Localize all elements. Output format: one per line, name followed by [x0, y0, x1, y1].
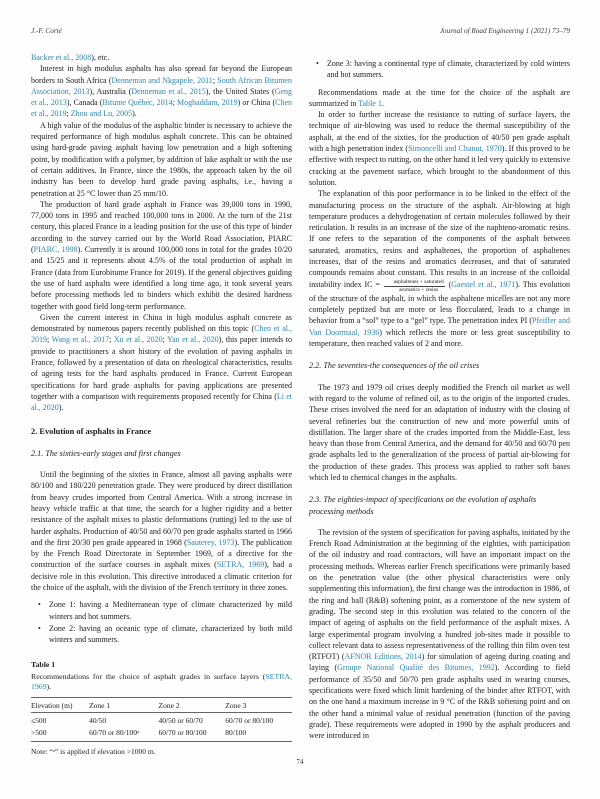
- text-run: ).: [46, 681, 52, 691]
- citation-link[interactable]: Pfeiffer and Van Doormaal, 1936: [309, 316, 570, 337]
- text-run: ). If this proved to be effective with respect to rutting, on the other hand it led very quickly to extensive cracking at the pavement surface, which brought to the abandonment of this solution.: [309, 144, 570, 187]
- text-run: Recommendations made at the time for the choice of the asphalt are summarized in: [309, 87, 570, 108]
- citation-link[interactable]: SETRA, 1969: [31, 671, 292, 691]
- citation-link[interactable]: Bitume Québec, 2014: [102, 98, 173, 108]
- text-run: Interest in high modulus asphalts has also spread far beyond the European borders to South Africa (: [31, 64, 292, 85]
- text-run: The revision of the system of specification for paving asphalts, initiated by the French Road Administration at the beginning of the eighties, with participation of the oil industry and road contractors, will have an important impact on the processing methods. Whereas earlier French specifications were primarily based on the penetration value (the other physical characteristics were only supplementing this information), the first change was the introduction in 1986, of the ring and ball (R&B) softening point, as a cornerstone of the new system of grading. The second step in this evolution was related to the concern of the impact of ageing of asphalts on the field performance of the asphalt mixes. A large experimental program involving a hundred job-sites made it possible to collect relevant data to assess representativeness of the rolling thin film oven test (RTFOT) (: [309, 527, 570, 662]
- text-run: (: [445, 279, 452, 289]
- text-run: The explanation of this poor performance is to be linked to the effect of the manufacturing process on the structure of the asphalt. Air-blowing at high temperature produces a dehydrogenation of certain molecules followed by their reticulation. It results in an increase of the size of the naphteno-aromatic resins. If one refers to the separation of the components of the asphalt between saturated, aromatics, resins and asphaltenes, the proportion of asphaltenes increases, that of the resins and aromatics decreases, and that of saturated compounds remains about constant. This results in an increase of the colloidal instability index IC =: [309, 189, 570, 289]
- text-run: ) for simulation of ageing during coating and laying (: [309, 652, 570, 673]
- text-run: In order to further increase the resistance to rutting of surface layers, the technique of air-blowing was used to reduce the thermal susceptibility of the asphalt, at the end of the sixties, for the production of 40/50 pen grade asphalt with a high penetration index (: [309, 110, 570, 154]
- table-row: [31, 727, 292, 741]
- citation-link[interactable]: South African Bitumen Association, 2013: [31, 75, 292, 96]
- text-run: ;: [172, 98, 178, 108]
- paragraph: [309, 382, 570, 484]
- paragraph: [309, 87, 570, 110]
- citation-link[interactable]: Wang et al., 2017: [51, 335, 110, 345]
- text-run: The 1973 and 1979 oil crises deeply modified the French oil market as well with regard to the volume of refined oil, as to the origin of the imported crudes. These crises involved the need for an adaptation of industry with the closing of several refineries but the construction of new and more powerful units of distillation. The larger share of the crudes imported from the Middle-East, less heavy than those from Central America, and the demand for 40/50 and 60/70 pen grade asphalts led to the generalization of the process of partial air-blowing for the production of these grades. This process was applied to rather soft bases which led to chemical changes in the asphalts.: [309, 382, 570, 482]
- citation-link[interactable]: Zhou and Lu, 2005: [70, 109, 133, 119]
- table-1-block: [31, 659, 292, 757]
- table-header-cell: Zone 2: [159, 697, 226, 713]
- table-cell: 60/70 or 80/100ᵃ: [89, 728, 140, 738]
- citation-link[interactable]: Geng et al., 2013: [31, 86, 293, 108]
- citation-link[interactable]: AFNOR Editions, 2014: [344, 652, 422, 662]
- two-column-body: [31, 52, 570, 757]
- text-run: ), the United States (: [205, 86, 275, 96]
- citation-link[interactable]: Table 1: [358, 98, 382, 108]
- table-cell: >500: [31, 728, 47, 738]
- text-run: ;: [109, 335, 114, 345]
- table-cell: ≤500: [31, 716, 47, 726]
- header-author: J.-F. Corté: [31, 27, 62, 35]
- citation-link[interactable]: Groupe National Qualité des Bitumes, 1992: [337, 663, 495, 673]
- text-run: ), Canada (: [66, 98, 103, 108]
- text-run: ).: [132, 109, 137, 119]
- text-run: ;: [47, 335, 52, 345]
- section-heading: 2. Evolution of asphalts in France: [31, 426, 152, 436]
- text-run: ), had a decisive role in this evolution. This directive introduced a climatic criterion for the choice of the asphalt, with the division of the French territory in three zones.: [31, 560, 292, 593]
- paragraph: [309, 109, 570, 188]
- bullet-item: • Zone 3: having a continental type of climate, characterized by cold winters and hot summers.: [321, 58, 570, 81]
- citation-link[interactable]: Simoncelli and Chanut, 1970: [408, 144, 502, 154]
- table-cell: 80/100: [225, 728, 247, 738]
- text-run: ). Currently it is around 100,000 tons in total for the grades 10/20 and 15/25 and it represents about 4.5% of the total production of asphalt in France (data from Eurobitume France for 2019). If the general objectives guiding the use of hard asphalts were identified a long time ago, it took several years before processing methods led to binders which exhibit the desired hardness together with good field long-term performance.: [31, 245, 292, 311]
- table-note: Note: “ᵃ” is applied if elevation >1000 m.: [31, 746, 156, 756]
- right-column: [309, 52, 570, 757]
- text-run: ), Australia (: [89, 86, 132, 96]
- table-cell: 60/70 or 80/100: [225, 716, 274, 726]
- paragraph: [31, 120, 292, 199]
- running-header: [31, 27, 570, 35]
- text-run: Given the current interest in China in high modulus asphalt concrete as demonstrated by numerous papers recently published on this topic (: [31, 312, 292, 334]
- table-header-cell: Elevation (m): [31, 697, 89, 713]
- text-run: ;: [162, 335, 168, 345]
- paragraph: [31, 52, 292, 63]
- page-number: 74: [296, 758, 304, 766]
- bullet-list: [33, 599, 292, 645]
- text-run: ), this paper intends to provide to practitioners a short history of the evolution of paving asphalts in France, followed by a presentation of data on rheological characteristics, results of ageing tests for the hard asphalts produced in France. Current European specifications for hard grade asphalts for paving applications are presented together with a comparison with requirements proposed recently for China (: [31, 335, 292, 401]
- paragraph: [309, 527, 570, 742]
- paragraph: [31, 312, 292, 414]
- paragraph: [31, 199, 292, 312]
- instability-index-formula: $\frac{\text{asphaltenes + saturated}}{\text{aromatics + resins}}$: [384, 279, 445, 292]
- citation-link[interactable]: Chen et al., 2019: [31, 98, 293, 119]
- table-header-cell: Zone 1: [89, 697, 158, 713]
- bullet-list: [311, 58, 570, 81]
- subsection-heading: 2.2. The seventies-the consequences of the oil crises: [309, 361, 480, 371]
- text-run: ) or China (: [237, 98, 276, 108]
- text-run: ). The publication by the French Road Directorate in September 1969, of a directive for the construction of the surface courses in asphalt mixes (: [31, 537, 293, 570]
- citation-link[interactable]: Chen et al., 2019: [31, 324, 293, 345]
- text-run: ;: [66, 109, 71, 119]
- subsection-heading: 2.3. The eighties-impact of specifications on the evolution of asphalts processing methods: [309, 495, 537, 516]
- citation-link[interactable]: SETRA, 1969: [216, 560, 265, 570]
- paragraph: [31, 469, 292, 593]
- citation-link[interactable]: Sauterey, 1973: [186, 537, 235, 547]
- header-journal-ref: Journal of Road Engineering 1 (2021) 73–79: [439, 27, 570, 35]
- text-run: ) which reflects the more or less great susceptibility to temperature, then reached values of 2 and more.: [309, 327, 570, 349]
- text-run: ). According to field performance of 35/50 and 50/70 pen grade asphalts used in wearing courses, specifications were fixed which limit hardening of the binder after RTFOT, with on the one hand a maximum increase in 9 °C of the R&B softening point and on the other hand a minimal value of residual penetration (function of the paving grade). These requirements were adopted in 1990 by the asphalt producers and were introduced in: [309, 663, 570, 741]
- citation-link[interactable]: Denneman et al., 2015: [131, 86, 206, 96]
- citation-link[interactable]: Yan et al., 2020: [167, 335, 219, 345]
- citation-link[interactable]: Gaestel et al., 1971: [451, 279, 516, 289]
- table-cell: 60/70 or 80/100: [158, 728, 207, 738]
- table-caption: [31, 672, 292, 692]
- text-run: The production of hard grade asphalt in France was 39,000 tons in 1990, 77,000 tons in 1995 and reached 100,000 tons in 2000. At the turn of the 21st century, this placed France in a leading position for the use of this type of binder according to the survey carried out by the World Road Association, PIARC (: [31, 199, 292, 255]
- text-run: ). This evolution of the structure of the asphalt, in which the asphaltene micelles are not any more completely peptized but are more or less flocculated, leads to a change in behavior from a “sol” type to a “gel” type. The penetration index PI (: [309, 279, 570, 326]
- text-run: ;: [212, 75, 218, 85]
- asphalt-grades-table: [31, 697, 292, 742]
- paragraph: [309, 188, 570, 349]
- text-run: ).: [58, 403, 64, 413]
- table-header-cell: Zone 3: [225, 697, 292, 713]
- text-run: ), etc.: [91, 53, 110, 62]
- text-run: Until the beginning of the sixties in France, almost all paving asphalts were 80/100 and 180/220 penetration grade. They were produced by direct distillation from heavy crudes imported from Central America. With a strong increase in heavy vehicle traffic at that time, the search for a higher rigidity and a better resistance of the asphalt mixes to plastic deformations (rutting) led to the use of harder asphalts. Production of 40/50 and 60/70 pen grade asphalts started in 1966 and the first 20/30 pen grade appeared in 1968 (: [31, 470, 292, 547]
- text-run: Recommendations for the choice of asphalt grades in surface layers (: [31, 671, 266, 681]
- bullet-item: • Zone 2: having an oceanic type of climate, characterized by both mild winters and summers.: [43, 623, 292, 646]
- table-cell: 40/50 or 60/70: [158, 716, 203, 726]
- left-column: [31, 52, 292, 757]
- table-label: Table 1: [31, 659, 56, 669]
- citation-link[interactable]: PIARC, 1998: [33, 245, 78, 255]
- subsection-heading: 2.1. The sixties-early stages and first changes: [31, 448, 181, 458]
- text-run: A high value of the modulus of the asphaltic binder is necessary to achieve the required performance of high modulus asphalt concrete. This can be obtained using hard-grade paving asphalt having low penetration and a high softening point, by modification with a polymer, by addition of lake asphalt or with the use of certain additives. In France, since the 1980s, the approach taken by the oil industry has been to develop hard grade paving asphalts, i.e., having a penetration at 25 °C lower than 25 mm/10.: [31, 120, 292, 198]
- citation-link[interactable]: Xu et al., 2020: [113, 335, 163, 345]
- table-cell: 40/50: [89, 716, 107, 726]
- paragraph: [31, 63, 292, 119]
- bullet-item: • Zone 1: having a Mediterranean type of climate characterized by mild winters and hot summers.: [43, 599, 292, 622]
- citation-link[interactable]: Denneman and Nkgapele, 2011: [111, 75, 213, 85]
- citation-link[interactable]: Li et al., 2020: [31, 391, 292, 413]
- table-row: [31, 713, 292, 727]
- citation-link[interactable]: Moghaddam, 2019: [177, 98, 238, 108]
- citation-link[interactable]: Backer et al., 2008: [31, 53, 92, 62]
- text-run: .: [381, 98, 384, 108]
